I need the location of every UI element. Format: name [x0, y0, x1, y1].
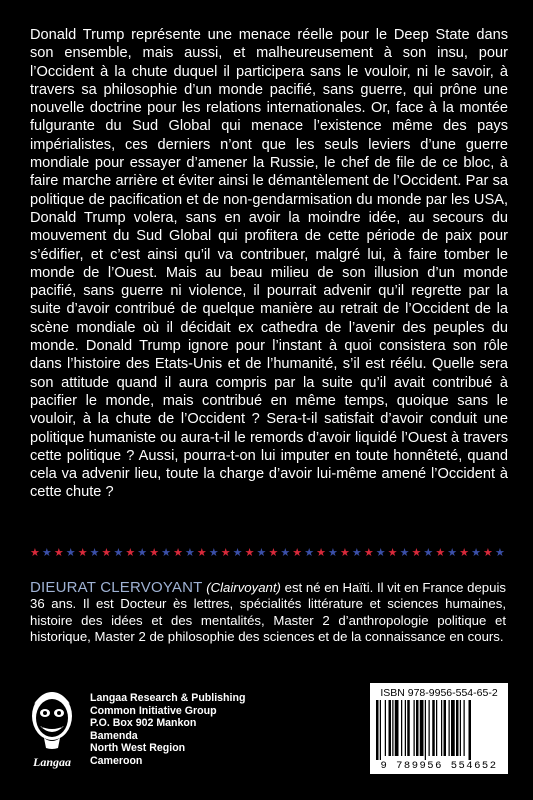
star-icon: ★ — [268, 545, 279, 559]
publisher-address — [90, 692, 280, 768]
star-icon: ★ — [363, 545, 374, 559]
star-icon: ★ — [220, 545, 231, 559]
publisher-logo — [26, 686, 78, 772]
star-icon: ★ — [244, 545, 255, 559]
star-icon: ★ — [483, 545, 493, 559]
publisher-line: North West Region — [90, 742, 186, 755]
publisher-line: Cameroon — [90, 754, 143, 767]
publisher-line: Bamenda — [90, 729, 138, 742]
star-icon: ★ — [137, 545, 148, 559]
star-icon: ★ — [375, 545, 386, 559]
star-icon: ★ — [339, 545, 350, 559]
star-icon: ★ — [423, 545, 434, 559]
star-icon: ★ — [304, 545, 315, 559]
star-icon: ★ — [494, 545, 505, 559]
star-icon: ★ — [101, 545, 112, 559]
logo-wordmark: Langaa — [32, 755, 72, 769]
star-divider — [30, 545, 505, 559]
isbn-label: ISBN 978-9956-554-65-2 — [380, 687, 498, 699]
star-icon: ★ — [208, 545, 219, 559]
star-icon: ★ — [292, 545, 303, 559]
star-icon: ★ — [316, 545, 326, 559]
star-icon: ★ — [399, 545, 410, 559]
star-icon: ★ — [447, 545, 458, 559]
star-icon: ★ — [30, 545, 40, 559]
star-icon: ★ — [196, 545, 207, 559]
star-icon: ★ — [113, 545, 124, 559]
star-icon: ★ — [351, 545, 362, 559]
star-icon: ★ — [232, 545, 243, 559]
star-icon: ★ — [77, 545, 88, 559]
bio-text: est né en Haïti. Il vit en France depuis 36 ans. Il est Docteur ès lettres, spécialités littérature et sciences humaines, histoire des idées et des mentalités, Master 2 d’anthropologie politique et historique, Master 2 de philosophie des sciences et de la connaissance en cours. — [30, 580, 506, 645]
star-icon: ★ — [328, 545, 338, 559]
star-icon: ★ — [89, 545, 100, 559]
publisher-line: P.O. Box 902 Mankon — [90, 717, 197, 730]
star-icon: ★ — [459, 545, 470, 559]
star-icon: ★ — [184, 545, 195, 559]
star-icon: ★ — [125, 545, 136, 559]
author-name: DIEURAT CLERVOYANT — [30, 579, 203, 596]
star-icon: ★ — [161, 545, 172, 559]
star-icon: ★ — [411, 545, 422, 559]
author-alias: (Clairvoyant) — [206, 580, 281, 595]
back-cover-blurb: Donald Trump représente une menace réelle pour le Deep State dans son ensemble, mais aussi, et malheureusement à son insu, pour l’Occident à la chute duquel il participera sans le vouloir, ni le savoir, à travers sa philosophie d’un monde pacifié, sans guerre, qui prône une nouvelle doctrine pour les relations internationales. Or, face à la montée fulgurante du Sud Global qui menace l’existence même des pays impérialistes, ces derniers n’ont que les seuls leviers d’une guerre mondiale pour essayer d’amener la Russie, le chef de file de ce bloc, à faire marche arrière et éviter ainsi le démantèlement de l’Occident. Par sa politique de pacification et de non-gendarmisation du monde par les USA, Donald Trump volera, sans en avoir la moindre idée, au secours du mouvement du Sud Global qui profitera de cette période de paix pour s’édifier, et c’est ainsi qu’il va contribuer, malgré lui, à faire tomber le monde de l’Ouest. Mais au beau milieu de son illusion d’un monde pacifié, sans guerre ni violence, il pourrait advenir qu’il regrette par la suite d’avoir contribué de quelque manière au retrait de l’Occident de la scène mondiale où il décidait ex cathedra de l’avenir des peuples du monde. Donald Trump ignore pour l’instant à quoi consistera son rôle dans l’histoire des Etats-Unis et de l’humanité, s’il est réélu. Quelle sera son attitude quand il aura compris par la suite qu’il avait contribué à pacifier le monde, mais contribué en même temps, quoique sans le vouloir, à la chute de l’Occident ? Sera-t-il satisfait d’avoir conduit une politique humaniste ou aura-t-il le remords d’avoir liquidé l’Ouest à travers cette politique ? Aussi, pourra-t-on lui imputer en toute honnêteté, quand cela va advenir lieu, toute la charge d’avoir lui-même amené l’Occident à cette chute ? — [30, 27, 508, 501]
star-icon: ★ — [53, 545, 64, 559]
star-icon: ★ — [387, 545, 398, 559]
publisher-line: Langaa Research & Publishing — [90, 692, 246, 704]
star-icon: ★ — [173, 545, 183, 559]
star-icon: ★ — [41, 545, 52, 559]
author-bio — [30, 580, 506, 646]
star-icon: ★ — [280, 545, 291, 559]
isbn-barcode — [370, 683, 508, 774]
star-icon: ★ — [256, 545, 267, 559]
barcode-digits: 9 789956 554652 — [380, 760, 498, 772]
star-icon: ★ — [471, 545, 481, 559]
star-icon: ★ — [435, 545, 446, 559]
publisher-line: Common Initiative Group — [90, 704, 217, 717]
star-icon: ★ — [149, 545, 160, 559]
star-icon: ★ — [65, 545, 76, 559]
barcode-bars — [376, 700, 502, 760]
